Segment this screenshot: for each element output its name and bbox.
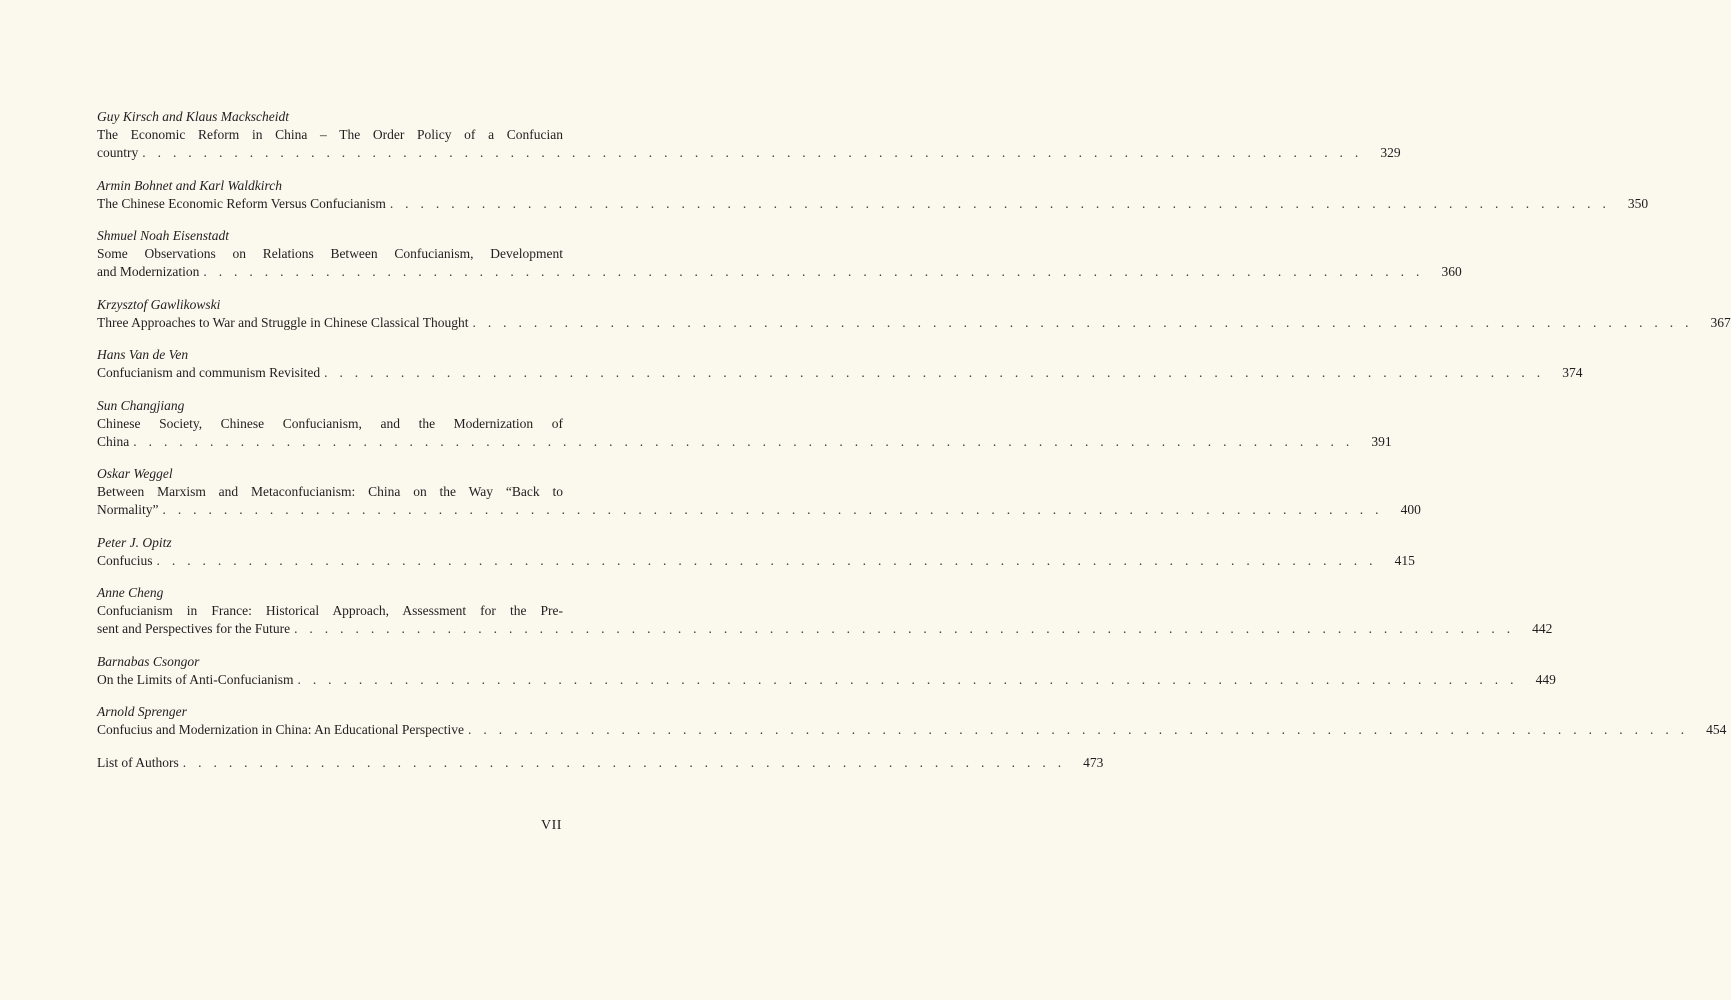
toc-entry-title: On the Limits of Anti-Confucianism — [97, 671, 294, 687]
toc-entry-page-number: 374 — [1562, 365, 1583, 380]
toc-entry-title: Normality” — [97, 502, 159, 517]
toc-entry — [97, 227, 1462, 281]
toc-entry-author: Oskar Weggel — [97, 466, 173, 481]
toc-entry-author: Barnabas Csongor — [97, 653, 200, 669]
toc-entries — [97, 108, 1731, 739]
toc-entry-title-line — [97, 433, 1392, 451]
dot-leader: . . . . . . . . . . . . . . . . . . . . . . . . . . . . . . . . . . . . . . . . . . . . . . . . . . . . . . . . . . — [182, 754, 1066, 770]
toc-entry — [97, 703, 1727, 739]
toc-entry-title-line: Confucianism in France: Historical Approach, Assessment for the Pre- — [97, 603, 563, 618]
toc-entry — [97, 653, 1556, 689]
toc-entry-author: Guy Kirsch and Klaus Mackscheidt — [97, 109, 289, 124]
toc-entry-page-number: 415 — [1394, 552, 1415, 568]
dot-leader: . . . . . . . . . . . . . . . . . . . . . . . . . . . . . . . . . . . . . . . . . . . . . . . . . . . . . . . . . . . . . . . . . . . . . . . . . . . . . . . . — [324, 365, 1545, 380]
toc-entry-title-line — [97, 721, 1727, 739]
toc-entry-author: Hans Van de Ven — [97, 347, 189, 362]
dot-leader: . . . . . . . . . . . . . . . . . . . . . . . . . . . . . . . . . . . . . . . . . . . . . . . . . . . . . . . . . . . . . . . . . . . . . . . . . . . . . . . . — [389, 195, 1611, 211]
toc-entry-title-line — [97, 364, 1583, 382]
toc-entry-page-number: 329 — [1380, 145, 1401, 160]
toc-entry-page-number: 400 — [1400, 502, 1421, 517]
toc-entry-title-line: Chinese Society, Chinese Confucianism, and the Modernization of — [97, 415, 563, 431]
toc-entry-author: Armin Bohnet and Karl Waldkirch — [97, 177, 282, 193]
toc-entry-title-line — [97, 195, 1649, 213]
toc-entry-author: Arnold Sprenger — [97, 704, 187, 719]
toc-entry-title: sent and Perspectives for the Future — [97, 621, 291, 636]
toc-entry-title-line: The Economic Reform in China – The Order Policy of a Confucian — [97, 127, 563, 142]
dot-leader: . . . . . . . . . . . . . . . . . . . . . . . . . . . . . . . . . . . . . . . . . . . . . . . . . . . . . . . . . . . . . . . . . . . . . . . . . . . . . . . . — [294, 621, 1515, 636]
toc-entry-page-number: 449 — [1535, 671, 1556, 687]
dot-leader: . . . . . . . . . . . . . . . . . . . . . . . . . . . . . . . . . . . . . . . . . . . . . . . . . . . . . . . . . . . . . . . . . . . . . . . . . . . . . . . . — [133, 433, 1354, 449]
dot-leader: . . . . . . . . . . . . . . . . . . . . . . . . . . . . . . . . . . . . . . . . . . . . . . . . . . . . . . . . . . . . . . . . . . . . . . . . . . . . . . . . — [468, 722, 1689, 737]
toc-entry-title-line — [97, 263, 1462, 281]
toc-entry-page-number: 391 — [1371, 433, 1392, 449]
toc-entry — [97, 397, 1392, 451]
toc-entry — [97, 346, 1583, 382]
toc-entry-title: country — [97, 145, 139, 160]
toc-entry-title-line — [97, 144, 1401, 162]
toc-entry-page-number: 367 — [1710, 314, 1731, 330]
toc-entry-author: Sun Changjiang — [97, 397, 185, 413]
dot-leader: . . . . . . . . . . . . . . . . . . . . . . . . . . . . . . . . . . . . . . . . . . . . . . . . . . . . . . . . . . . . . . . . . . . . . . . . . . . . . . . . — [203, 264, 1424, 279]
toc-entry-author: Peter J. Opitz — [97, 534, 172, 550]
toc-entry-title: China — [97, 433, 130, 449]
dot-leader: . . . . . . . . . . . . . . . . . . . . . . . . . . . . . . . . . . . . . . . . . . . . . . . . . . . . . . . . . . . . . . . . . . . . . . . . . . . . . . . . — [142, 145, 1363, 160]
toc-entry-title: Confucius and Modernization in China: An Educational Perspective — [97, 722, 465, 737]
toc-entry — [97, 296, 1731, 332]
list-of-authors-page-number: 473 — [1083, 754, 1104, 770]
toc-entry-title-line — [97, 754, 1104, 772]
toc-entry-author: Anne Cheng — [97, 585, 164, 600]
toc-entry — [97, 534, 1415, 570]
table-of-contents — [97, 108, 1731, 786]
toc-entry — [97, 584, 1553, 638]
toc-entry-author: Krzysztof Gawlikowski — [97, 296, 221, 312]
toc-entry-title-line — [97, 501, 1421, 519]
toc-entry-page-number: 360 — [1441, 264, 1462, 279]
toc-entry-title-line — [97, 620, 1553, 638]
toc-entry-title: and Modernization — [97, 264, 200, 279]
toc-entry-title: Confucianism and communism Revisited — [97, 365, 321, 380]
toc-entry-title-line — [97, 552, 1415, 570]
toc-entry-title-line — [97, 314, 1731, 332]
toc-entry-title: Three Approaches to War and Struggle in Chinese Classical Thought — [97, 314, 469, 330]
toc-entry-title: The Chinese Economic Reform Versus Confucianism — [97, 195, 386, 211]
dot-leader: . . . . . . . . . . . . . . . . . . . . . . . . . . . . . . . . . . . . . . . . . . . . . . . . . . . . . . . . . . . . . . . . . . . . . . . . . . . . . . . . — [472, 314, 1693, 330]
toc-entry-title: Confucius — [97, 552, 153, 568]
toc-entry — [97, 465, 1421, 519]
toc-entry-list-of-authors — [97, 754, 1104, 772]
dot-leader: . . . . . . . . . . . . . . . . . . . . . . . . . . . . . . . . . . . . . . . . . . . . . . . . . . . . . . . . . . . . . . . . . . . . . . . . . . . . . . . . — [297, 671, 1518, 687]
toc-entry-title-line — [97, 671, 1556, 689]
toc-entry-page-number: 442 — [1532, 621, 1553, 636]
toc-entry-page-number: 350 — [1627, 195, 1649, 211]
toc-entry-title-line: Between Marxism and Metaconfucianism: China on the Way “Back to — [97, 484, 563, 499]
dot-leader: . . . . . . . . . . . . . . . . . . . . . . . . . . . . . . . . . . . . . . . . . . . . . . . . . . . . . . . . . . . . . . . . . . . . . . . . . . . . . . . . — [156, 552, 1377, 568]
page-folio: VII — [541, 818, 562, 833]
list-of-authors-label: List of Authors — [97, 754, 179, 770]
toc-entry — [97, 177, 1649, 213]
toc-entry-title-line: Some Observations on Relations Between Confucianism, Development — [97, 246, 563, 261]
toc-entry-author: Shmuel Noah Eisenstadt — [97, 228, 229, 243]
toc-entry-page-number: 454 — [1706, 722, 1727, 737]
dot-leader: . . . . . . . . . . . . . . . . . . . . . . . . . . . . . . . . . . . . . . . . . . . . . . . . . . . . . . . . . . . . . . . . . . . . . . . . . . . . . . . . — [162, 502, 1383, 517]
toc-entry — [97, 108, 1401, 162]
